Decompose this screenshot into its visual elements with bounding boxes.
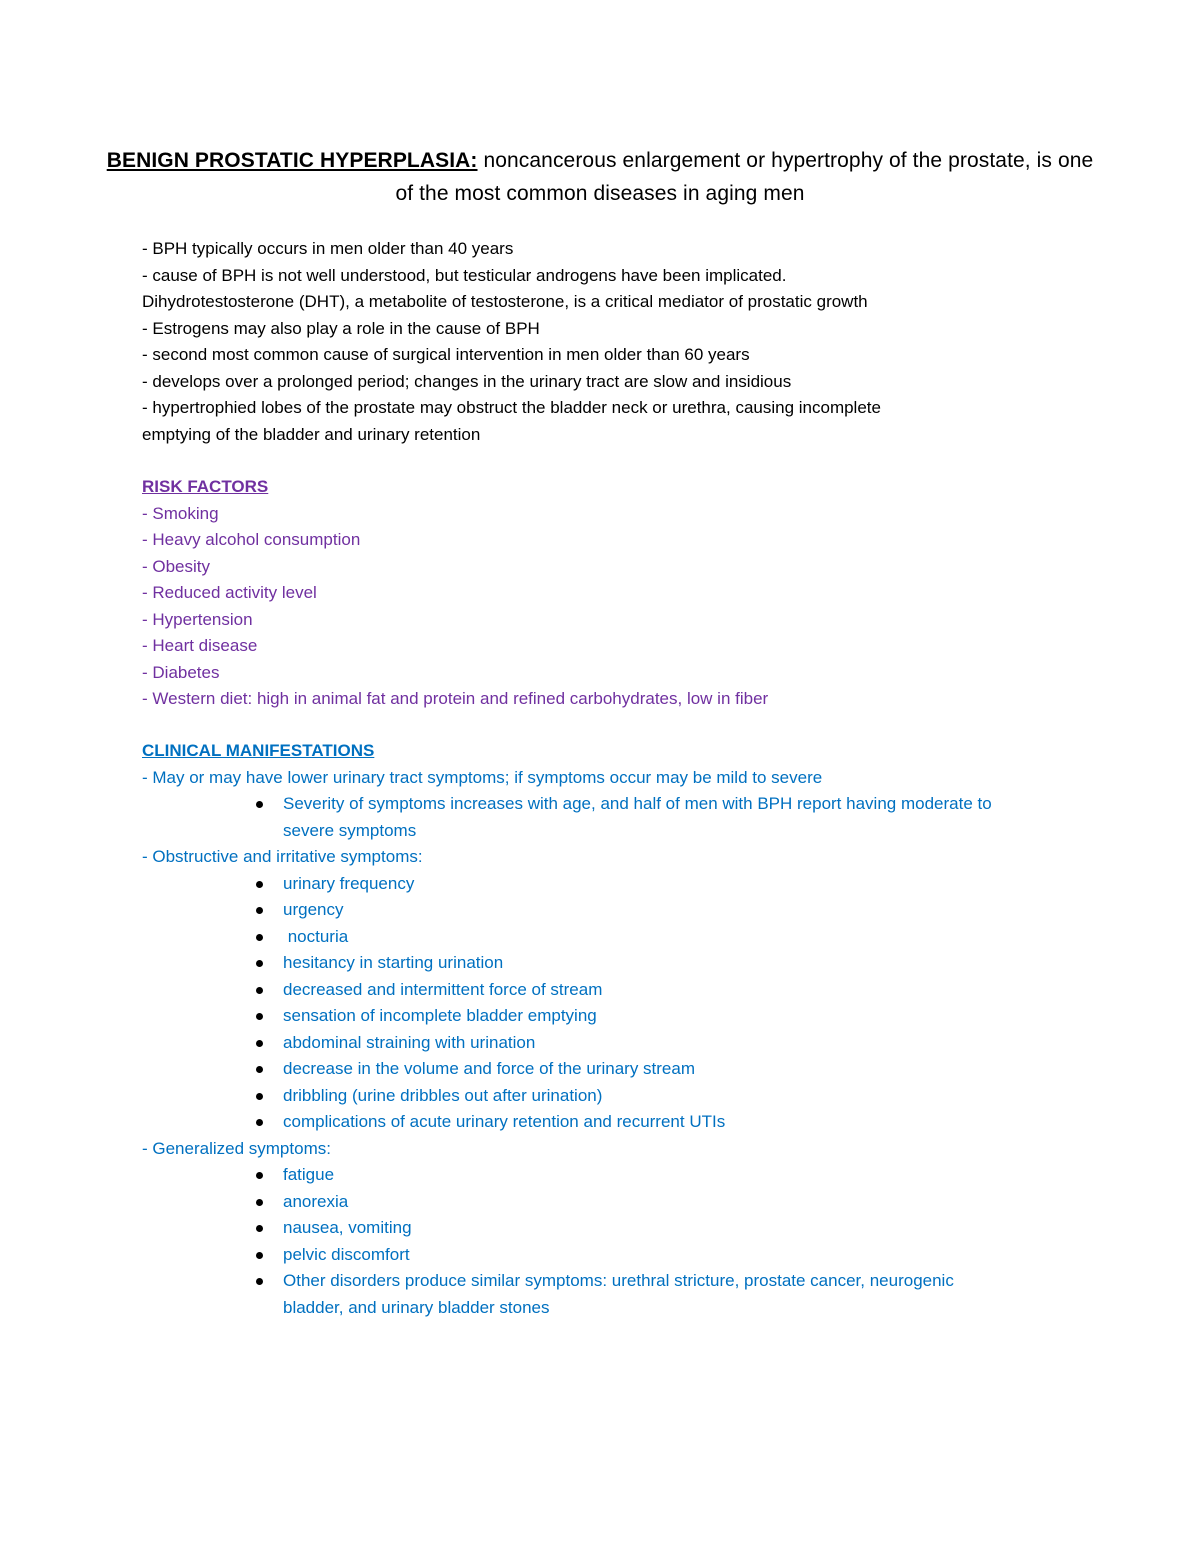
- bullet-item: [142, 1083, 1042, 1110]
- clinical-line: - Obstructive and irritative symptoms:: [142, 847, 423, 866]
- bullet-item: [142, 791, 1042, 844]
- bullet-item: [142, 1242, 1042, 1269]
- bullet-item: [142, 1003, 1042, 1030]
- intro-line: - develops over a prolonged period; changes in the urinary tract are slow and insidious: [142, 371, 792, 391]
- clinical-line: - Generalized symptoms:: [142, 1138, 331, 1158]
- bullet-item: [142, 1215, 1042, 1242]
- bullet-item: [142, 1056, 1042, 1083]
- bullet-text: nausea, vomiting: [283, 1218, 412, 1237]
- risk-factor-item: - Diabetes: [142, 662, 220, 682]
- risk-factor-item: - Hypertension: [142, 609, 253, 629]
- risk-factor-item: - Heavy alcohol consumption: [142, 530, 361, 549]
- bullet-item: [142, 1189, 1042, 1216]
- document-title: [100, 144, 1100, 210]
- bullet-item: [142, 1030, 1042, 1057]
- bullet-dot-icon: [256, 1066, 263, 1073]
- bullet-dot-icon: [256, 907, 263, 914]
- bullet-dot-icon: [256, 1199, 263, 1206]
- bullet-item: [142, 924, 1042, 951]
- bullet-text: Other disorders produce similar symptoms: urethral stricture, prostate cancer, neurogenic bladder, and urinary bladder stones: [283, 1271, 954, 1317]
- risk-factor-item: - Reduced activity level: [142, 583, 317, 602]
- clinical-manifestations-heading: CLINICAL MANIFESTATIONS: [142, 741, 375, 760]
- bullet-item: [142, 950, 1042, 977]
- bullet-text: abdominal straining with urination: [283, 1032, 536, 1052]
- bullet-text: pelvic discomfort: [283, 1244, 410, 1264]
- bullet-text: decrease in the volume and force of the urinary stream: [283, 1059, 695, 1078]
- intro-section: [142, 236, 1042, 448]
- intro-line: - Estrogens may also play a role in the cause of BPH: [142, 318, 540, 338]
- clinical-manifestations-section: [142, 738, 1042, 1321]
- bullet-text: fatigue: [283, 1165, 335, 1184]
- bullet-dot-icon: [256, 1225, 263, 1232]
- bullet-dot-icon: [256, 1172, 263, 1179]
- bullet-text: dribbling (urine dribbles out after urination): [283, 1085, 603, 1105]
- clinical-line: - May or may have lower urinary tract symptoms; if symptoms occur may be mild to severe: [142, 767, 823, 787]
- bullet-text: Severity of symptoms increases with age, and half of men with BPH report having moderate to severe symptoms: [283, 794, 992, 840]
- intro-line: - cause of BPH is not well understood, but testicular androgens have been implicated.: [142, 265, 787, 285]
- bullet-dot-icon: [256, 1252, 263, 1259]
- bullet-dot-icon: [256, 1013, 263, 1020]
- bullet-item: [142, 871, 1042, 898]
- bullet-dot-icon: [256, 934, 263, 941]
- bullet-dot-icon: [256, 1278, 263, 1285]
- risk-factor-item: - Smoking: [142, 503, 219, 523]
- risk-factor-item: - Obesity: [142, 556, 211, 576]
- bullet-text: complications of acute urinary retention and recurrent UTIs: [283, 1112, 726, 1131]
- bullet-text: decreased and intermittent force of stream: [283, 979, 603, 999]
- risk-factors-heading: RISK FACTORS: [142, 477, 269, 496]
- risk-factor-item: - Western diet: high in animal fat and protein and refined carbohydrates, low in fiber: [142, 689, 769, 708]
- risk-factors-section: [142, 474, 1042, 713]
- bullet-text: urgency: [283, 900, 344, 919]
- bullet-item: [142, 1268, 1042, 1321]
- bullet-text: urinary frequency: [283, 873, 415, 893]
- intro-line: Dihydrotestosterone (DHT), a metabolite of testosterone, is a critical mediator of prostatic growth: [142, 292, 868, 311]
- bullet-item: [142, 977, 1042, 1004]
- intro-line: emptying of the bladder and urinary retention: [142, 424, 481, 444]
- bullet-text: nocturia: [283, 926, 349, 946]
- risk-factor-item: - Heart disease: [142, 636, 258, 655]
- bullet-dot-icon: [256, 960, 263, 967]
- bullet-dot-icon: [256, 987, 263, 994]
- bullet-text: hesitancy in starting urination: [283, 953, 504, 972]
- bullet-text: sensation of incomplete bladder emptying: [283, 1006, 597, 1025]
- bullet-text: anorexia: [283, 1191, 349, 1211]
- title-term: BENIGN PROSTATIC HYPERPLASIA:: [106, 149, 478, 172]
- intro-line: - second most common cause of surgical intervention in men older than 60 years: [142, 345, 750, 364]
- bullet-item: [142, 1109, 1042, 1136]
- bullet-item: [142, 1162, 1042, 1189]
- intro-line: - hypertrophied lobes of the prostate may obstruct the bladder neck or urethra, causing incomplete: [142, 398, 881, 417]
- bullet-dot-icon: [256, 801, 263, 808]
- intro-line: - BPH typically occurs in men older than 40 years: [142, 239, 514, 258]
- bullet-dot-icon: [256, 881, 263, 888]
- bullet-dot-icon: [256, 1093, 263, 1100]
- bullet-item: [142, 897, 1042, 924]
- bullet-dot-icon: [256, 1119, 263, 1126]
- bullet-dot-icon: [256, 1040, 263, 1047]
- title-definition: noncancerous enlargement or hypertrophy of the prostate, is one of the most common diseases in aging men: [395, 149, 1094, 205]
